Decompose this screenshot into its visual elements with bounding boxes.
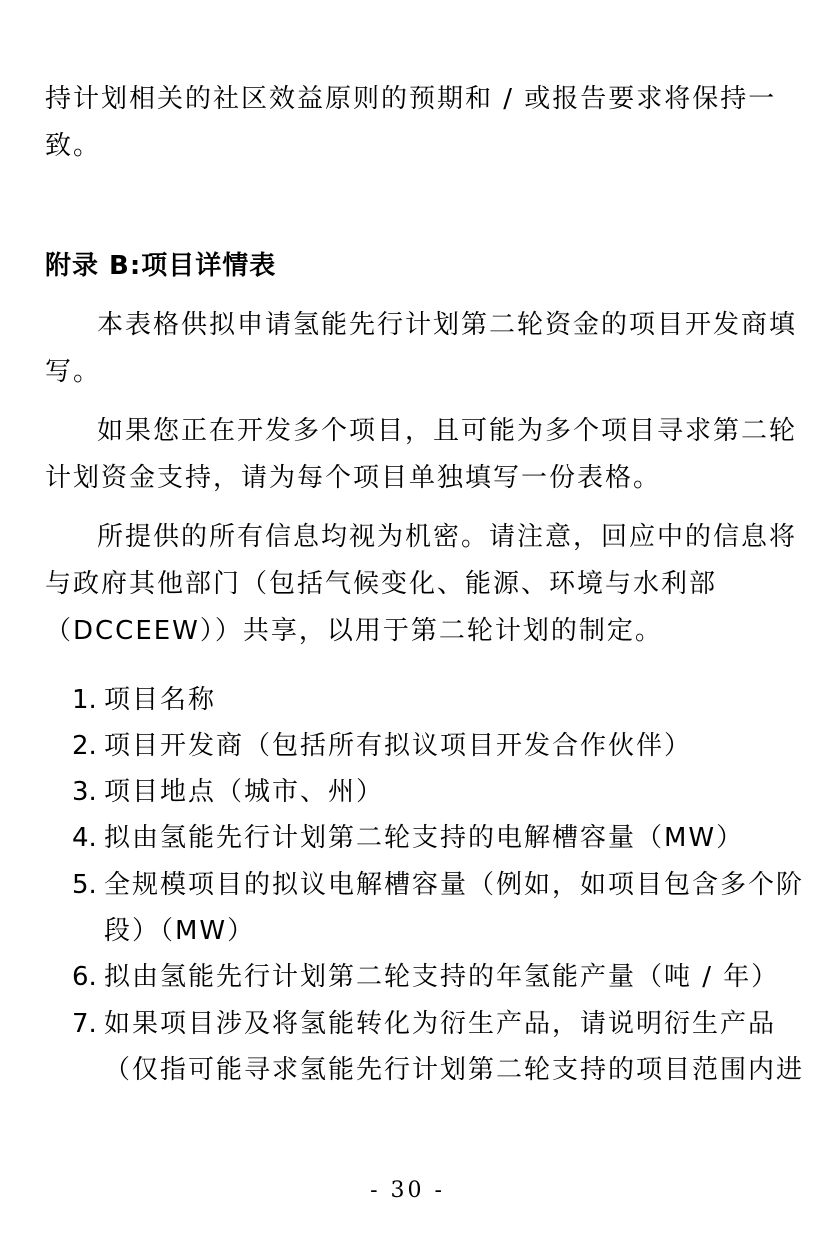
list-item-text: 项目地点（城市、州） — [104, 777, 385, 807]
list-item-text: 拟由氢能先行计划第二轮支持的电解槽容量（MW） — [104, 823, 745, 853]
list-item-text: 项目开发商（包括所有拟议项目开发合作伙伴） — [104, 731, 693, 761]
list-item-number: 1. — [72, 685, 97, 715]
list-item-number: 6. — [72, 962, 97, 992]
list-item-text: 项目名称 — [104, 685, 217, 715]
list-item — [72, 870, 804, 900]
continuation-line-1: 持计划相关的社区效益原则的预期和 / 或报告要求将保持一 — [45, 84, 777, 114]
list-item-text: 拟由氢能先行计划第二轮支持的年氢能产量（吨 / 年） — [104, 962, 780, 992]
paragraph-3-line-1: 所提供的所有信息均视为机密。请注意，回应中的信息将 — [97, 522, 798, 552]
page-number: - 30 - — [370, 1178, 445, 1203]
list-item-number: 5. — [72, 870, 97, 900]
list-item — [72, 685, 216, 715]
appendix-heading: 附录 B:项目详情表 — [45, 251, 277, 281]
list-item-text: 如果项目涉及将氢能转化为衍生产品，请说明衍生产品 — [104, 1009, 777, 1039]
continuation-line-2: 致。 — [45, 131, 102, 161]
list-item-continuation: 段）（MW） — [104, 916, 256, 946]
paragraph-2-line-1: 如果您正在开发多个项目，且可能为多个项目寻求第二轮 — [97, 416, 798, 446]
paragraph-2-line-2: 计划资金支持，请为每个项目单独填写一份表格。 — [45, 463, 662, 493]
list-item — [72, 731, 692, 761]
list-item — [72, 823, 744, 853]
paragraph-3-line-2: 与政府其他部门（包括气候变化、能源、环境与水利部 — [45, 569, 718, 599]
list-item-continuation: （仅指可能寻求氢能先行计划第二轮支持的项目范围内进 — [104, 1055, 805, 1085]
list-item — [72, 777, 384, 807]
list-item-number: 2. — [72, 731, 97, 761]
list-item-number: 3. — [72, 777, 97, 807]
paragraph-3-line-3: （DCCEEW））共享，以用于第二轮计划的制定。 — [45, 616, 663, 646]
list-item — [72, 962, 779, 992]
list-item — [72, 1009, 776, 1039]
paragraph-1-line-1: 本表格供拟申请氢能先行计划第二轮资金的项目开发商填 — [97, 310, 798, 340]
list-item-number: 4. — [72, 823, 97, 853]
paragraph-1-line-2: 写。 — [45, 357, 102, 387]
list-item-text: 全规模项目的拟议电解槽容量（例如，如项目包含多个阶 — [104, 870, 805, 900]
list-item-number: 7. — [72, 1009, 97, 1039]
